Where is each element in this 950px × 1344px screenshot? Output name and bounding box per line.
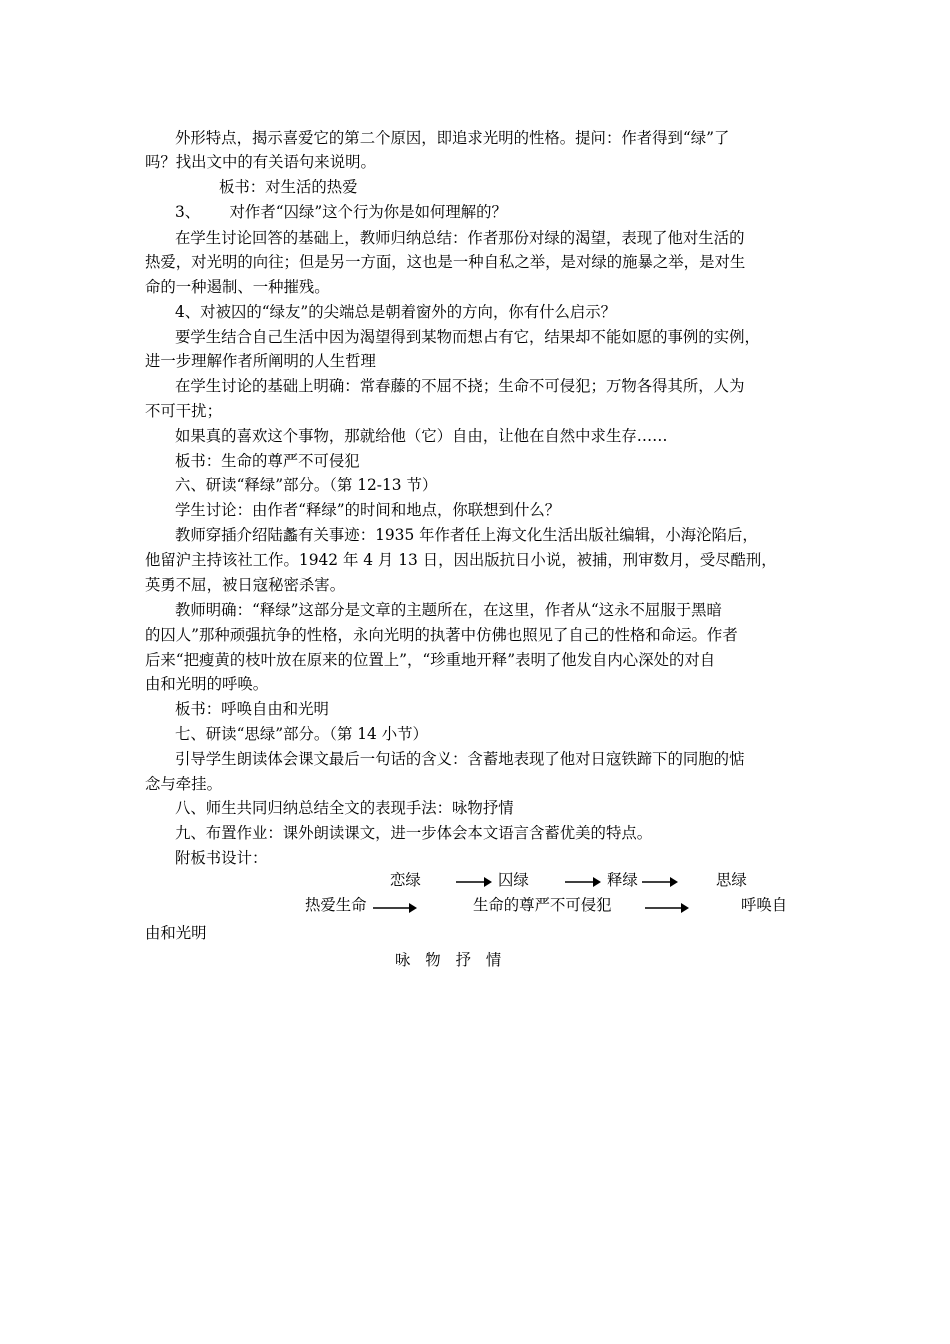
blackboard-note: 板书：对生活的热爱 [219, 178, 358, 196]
blackboard-note: 板书：呼唤自由和光明 [175, 700, 329, 718]
paragraph-line: 在学生讨论的基础上明确：常春藤的不屈不挠；生命不可侵犯；万物各得其所，人为 [175, 377, 745, 395]
paragraph-line: 他留沪主持该社工作。1942 年 4 月 13 日，因出版抗日小说，被捕，刑审数月，受尽酷刑， [145, 551, 777, 569]
paragraph-line: 在学生讨论回答的基础上，教师归纳总结：作者那份对绿的渴望，表现了他对生活的 [175, 229, 745, 247]
paragraph-line: 教师明确：“释绿”这部分是文章的主题所在，在这里，作者从“这永不屈服于黑暗 [175, 601, 722, 619]
paragraph-line: 要学生结合自己生活中因为渴望得到某物而想占有它，结果却不能如愿的事例的实例， [175, 328, 760, 346]
paragraph-line: 教师穿插介绍陆蠡有关事迹：1935 年作者任上海文化生活出版社编辑，小海沦陷后， [175, 526, 758, 544]
arrow-right-icon [642, 876, 678, 888]
board-item-shi-lv: 释绿 [607, 871, 638, 889]
paragraph-line: 不可干扰； [145, 402, 222, 420]
arrow-right-icon [456, 876, 492, 888]
paragraph-line: 引导学生朗读体会课文最后一句话的含义：含蓄地表现了他对日寇铁蹄下的同胞的惦 [175, 750, 745, 768]
board-item-call-freedom-wrap: 由和光明 [145, 924, 207, 942]
paragraph-line: 后来“把瘦黄的枝叶放在原来的位置上”，“珍重地开释”表明了他发自内心深处的对自 [145, 651, 716, 669]
section-heading-7: 七、研读“思绿”部分。（第 14 小节） [175, 725, 428, 743]
paragraph-line: 热爱，对光明的向往；但是另一方面，这也是一种自私之举，是对绿的施暴之举，是对生 [145, 253, 746, 271]
blackboard-note: 板书：生命的尊严不可侵犯 [175, 452, 360, 470]
board-item-si-lv: 思绿 [716, 871, 747, 889]
board-item-call-freedom: 呼唤自 [741, 896, 788, 914]
section-heading-8: 八、师生共同归纳总结全文的表现手法：咏物抒情 [175, 799, 514, 817]
board-summary: 咏 物 抒 情 [395, 951, 507, 969]
section-heading-6: 六、研读“释绿”部分。（第 12-13 节） [175, 476, 438, 494]
question-3: 3、 对作者“囚绿”这个行为你是如何理解的？ [175, 203, 507, 221]
board-item-lian-lv: 恋绿 [390, 871, 421, 889]
paragraph-line: 学生讨论：由作者“释绿”的时间和地点，你联想到什么？ [175, 501, 561, 519]
paragraph-line: 外形特点，揭示喜爱它的第二个原因，即追求光明的性格。提问：作者得到“绿”了 [175, 129, 730, 147]
paragraph-line: 英勇不屈，被日寇秘密杀害。 [145, 576, 346, 594]
paragraph-line: 如果真的喜欢这个事物，那就给他（它）自由，让他在自然中求生存…… [175, 427, 668, 445]
paragraph-line: 的囚人”那种顽强抗争的性格，永向光明的执著中仿佛也照见了自己的性格和命运。作者 [145, 626, 738, 644]
board-design-label: 附板书设计： [175, 849, 268, 867]
arrow-right-icon [373, 902, 417, 914]
paragraph-line: 命的一种遏制、一种摧残。 [145, 278, 330, 296]
section-heading-9: 九、布置作业：课外朗读课文，进一步体会本文语言含蓄优美的特点。 [175, 824, 653, 842]
arrow-right-icon [645, 902, 689, 914]
paragraph-line: 由和光明的呼唤。 [145, 675, 269, 693]
paragraph-line: 进一步理解作者所阐明的人生哲理 [145, 352, 376, 370]
question-4: 4、对被囚的“绿友”的尖端总是朝着窗外的方向，你有什么启示？ [175, 303, 617, 321]
paragraph-line: 念与牵挂。 [145, 775, 222, 793]
board-item-love-life: 热爱生命 [305, 896, 367, 914]
board-item-qiu-lv: 囚绿 [498, 871, 529, 889]
paragraph-line: 吗？找出文中的有关语句来说明。 [145, 153, 376, 171]
board-item-dignity: 生命的尊严不可侵犯 [473, 896, 612, 914]
arrow-right-icon [565, 876, 601, 888]
